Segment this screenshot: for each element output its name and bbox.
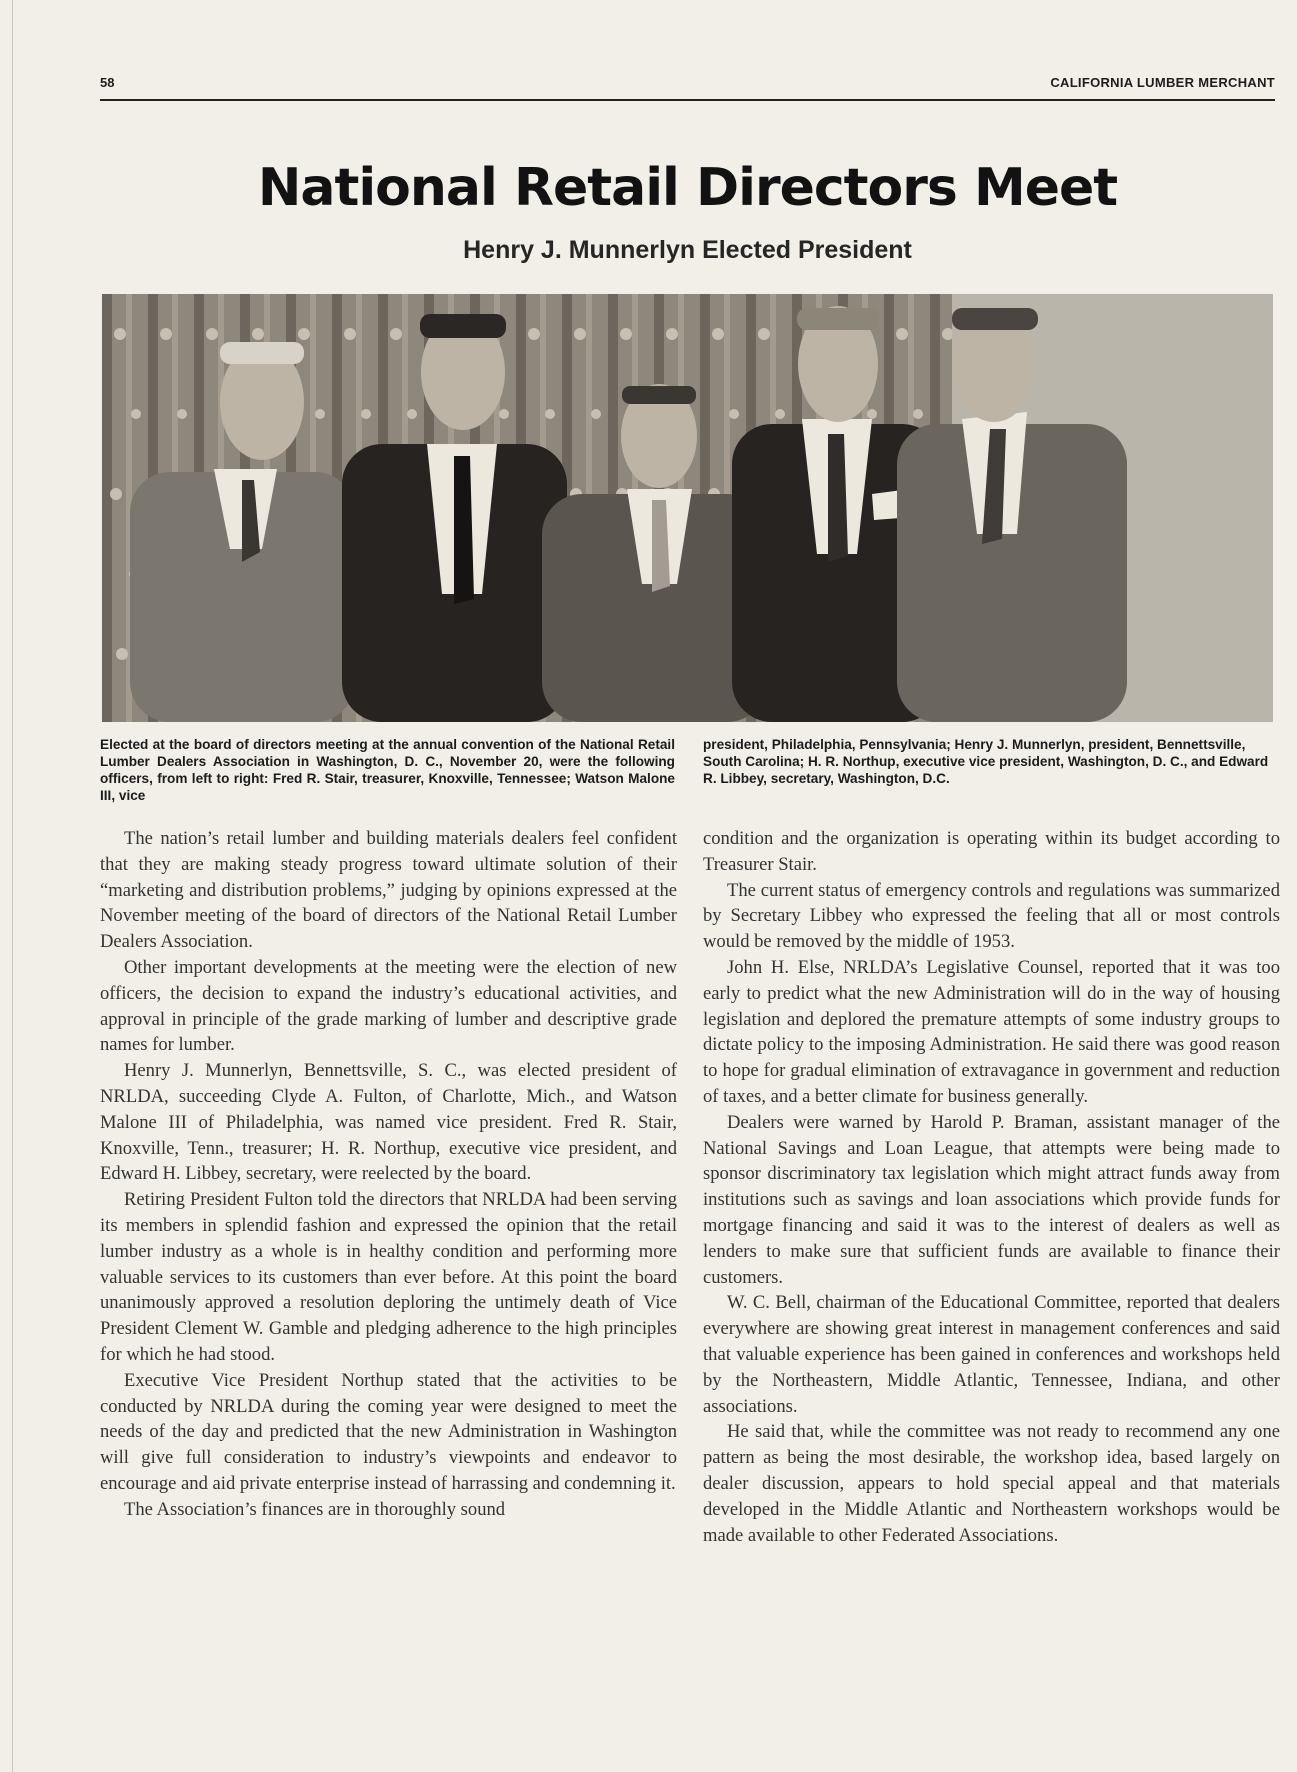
page-edge [12,0,13,1772]
paragraph: John H. Else, NRLDA’s Legislative Counsel, reported that it was too early to predict what the new Administration will do in the way of housing legislation and deplored the premature attempts of some industry groups to dictate policy to the imposing Administration. He said there was good reason to hope for gradual elimination of extravagance in government and reduction of taxes, and a better climate for business generally. [703,956,1280,1107]
paragraph: W. C. Bell, chairman of the Educational Committee, reported that dealers everywhere are showing great interest in management conferences and said that valuable experience has been gained in conferences and workshops held by the Northeastern, Middle Atlantic, Tennessee, Indiana, and other associations. [703,1292,1280,1417]
article-subtitle: Henry J. Munnerlyn Elected President [463,236,912,264]
paragraph: The Association’s finances are in thoroughly sound [124,1498,506,1520]
photo-caption-left: Elected at the board of directors meeting at the annual convention of the National Retail Lumber Dealers Association in Washington, D. C., November 20, were the following officers, from left to right: Fred R. Stair, treasurer, Knoxville, Tennessee; Watson Malone III, vice [100,737,675,803]
photo-caption-right: president, Philadelphia, Pennsylvania; Henry J. Munnerlyn, president, Bennettsville, South Carolina; H. R. Northup, executive vice president, Washington, D. C., and Edward R. Libbey, secretary, Washington, D.C. [703,737,1269,786]
group-photo [102,294,1273,722]
paragraph: condition and the organization is operating within its budget according to Treasurer Stair. [703,828,1280,875]
magazine-name: CALIFORNIA LUMBER MERCHANT [1050,75,1275,90]
paragraph: The nation’s retail lumber and building materials dealers feel confident that they are making steady progress toward ultimate solution of their “marketing and distribution problems,” judging by opinions expressed at the November meeting of the board of directors of the National Retail Lumber Dealers Association. [100,828,677,953]
paragraph: Executive Vice President Northup stated that the activities to be conducted by NRLDA during the coming year were designed to meet the needs of the day and predicted that the new Administration in Washington will give full consideration to industry’s viewpoints and endeavor to encourage and aid private enterprise instead of harrassing and condemning it. [100,1369,677,1494]
paragraph: Other important developments at the meeting were the election of new officers, the decision to expand the industry’s educational activities, and approval in principle of the grade marking of lumber and descriptive grade names for lumber. [100,956,677,1056]
paragraph: Dealers were warned by Harold P. Braman, assistant manager of the National Savings and Loan League, that attempts were being made to sponsor discriminatory tax legislation which might attract funds away from institutions such as savings and loan associations which provide funds for mortgage financing and said it was to the interest of dealers as well as lenders to make sure that sufficient funds are available to finance their customers. [703,1111,1280,1288]
group-photo-illustration [102,294,1273,722]
paragraph: He said that, while the committee was not ready to recommend any one pattern as being the most desirable, the workshop idea, based largely on dealer discussion, appears to hold special appeal and that materials developed in the Middle Atlantic and Northeastern workshops would be made available to other Federated Associations. [703,1421,1280,1546]
paragraph: Retiring President Fulton told the directors that NRLDA had been serving its members in splendid fashion and expressed the opinion that the retail lumber industry as a whole is in healthy condition and performing more valuable services to its customers than ever before. At this point the board unanimously approved a resolution deploring the untimely death of Vice President Clement W. Gamble and pledging adherence to the high principles for which he had stood. [100,1189,677,1365]
page-number: 58 [100,75,115,90]
article-title: National Retail Directors Meet [257,158,1118,218]
paragraph: The current status of emergency controls and regulations was summarized by Secretary Libbey who expressed the feeling that all or most controls would be removed by the middle of 1953. [703,879,1280,953]
running-head [100,73,1275,101]
paragraph: Henry J. Munnerlyn, Bennettsville, S. C., was elected president of NRLDA, succeeding Clyde A. Fulton, of Charlotte, Mich., and Watson Malone III of Philadelphia, was named vice president. Fred R. Stair, Knoxville, Tenn., treasurer; H. R. Northup, executive vice president, and Edward H. Libbey, secretary, were reelected by the board. [100,1060,677,1185]
body-column-left [100,826,677,1523]
body-column-right [703,826,1280,1548]
